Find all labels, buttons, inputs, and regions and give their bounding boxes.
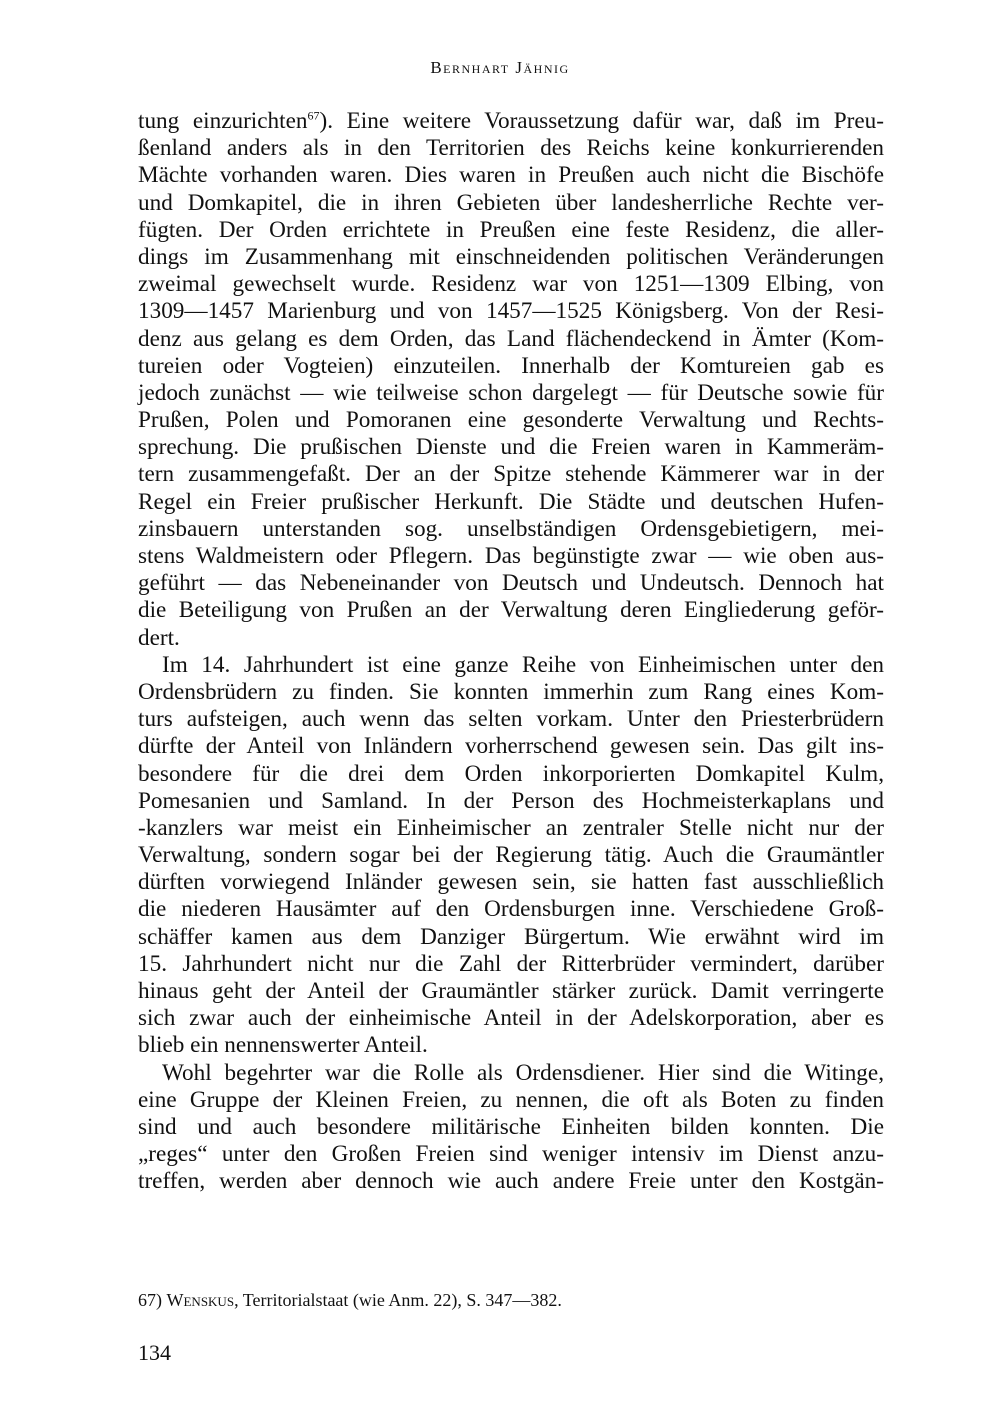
text-line: treffen, werden aber dennoch wie auch andere Freie unter den Kostgän- — [138, 1168, 884, 1195]
text-line: Ordensbrüdern zu finden. Sie konnten immerhin zum Rang eines Kom- — [138, 678, 884, 705]
footnote-reference: 67 — [307, 108, 320, 123]
text-line: fügten. Der Orden errichtete in Preußen eine feste Residenz, die aller- — [138, 216, 884, 243]
text-line: schäffer kamen aus dem Danziger Bürgertum. Wie erwähnt wird im — [138, 923, 884, 950]
paragraph — [138, 652, 884, 1060]
text-line: dert. — [138, 624, 180, 651]
text-line: und Domkapitel, die in ihren Gebieten über landesherrliche Rechte ver- — [138, 189, 884, 216]
text-line: sich zwar auch der einheimische Anteil in der Adelskorporation, aber es — [138, 1005, 884, 1032]
text-line: besondere für die drei dem Orden inkorporierten Domkapitel Kulm, — [138, 760, 884, 787]
footnote-marker: 67) — [138, 1290, 167, 1310]
text-line: dürften vorwiegend Inländer gewesen sein, sie hatten fast ausschließlich — [138, 869, 884, 896]
text-line: denz aus gelang es dem Orden, das Land flächendeckend in Ämter (Kom- — [138, 325, 884, 352]
body-text — [138, 108, 884, 1196]
text-line: die niederen Hausämter auf den Ordensburgen inne. Verschiedene Groß- — [138, 896, 884, 923]
text-line: „reges“ unter den Großen Freien sind weniger intensiv im Dienst anzu- — [138, 1141, 884, 1168]
text-line: tureien oder Vogteien) einzuteilen. Innerhalb der Komtureien gab es — [138, 352, 884, 379]
text-line: Im 14. Jahrhundert ist eine ganze Reihe von Einheimischen unter den — [162, 651, 884, 678]
text-line: die Beteiligung von Prußen an der Verwaltung deren Eingliederung geför- — [138, 597, 884, 624]
text-line: jedoch zunächst — wie teilweise schon dargelegt — für Deutsche sowie für — [138, 379, 884, 406]
text-line: Wohl begehrter war die Rolle als Ordensdiener. Hier sind die Witinge, — [162, 1059, 884, 1086]
text-line: tung einzurichten$^{67}$). Eine weitere Voraussetzung dafür war, daß im Preu- — [138, 108, 884, 134]
text-line: ßenland anders als in den Territorien des Reichs keine konkurrierenden — [138, 135, 884, 162]
text-line: Regel ein Freier prußischer Herkunft. Die Städte und deutschen Hufen- — [138, 488, 884, 515]
text-line: hinaus geht der Anteil der Graumäntler stärker zurück. Damit verringerte — [138, 978, 884, 1004]
page-number: 134 — [138, 1340, 171, 1365]
text-line: -kanzlers war meist ein Einheimischer an zentraler Stelle nicht nur der — [138, 814, 884, 841]
text-line: sprechung. Die prußischen Dienste und die Freien waren in Kammeräm- — [138, 434, 884, 461]
text-line: Pomesanien und Samland. In der Person des Hochmeisterkaplans und — [138, 787, 884, 814]
footnote-author: Wenskus — [166, 1290, 235, 1310]
text-line: zinsbauern unterstanden sog. unselbständigen Ordensgebietigern, mei- — [138, 515, 884, 542]
paragraph — [138, 108, 884, 652]
text-line: sind und auch besondere militärische Einheiten bilden konnten. Die — [138, 1113, 884, 1140]
text-line: dings im Zusammenhang mit einschneidenden politischen Veränderungen — [138, 243, 884, 270]
text-line: blieb ein nennenswerter Anteil. — [138, 1032, 428, 1059]
text-line: tern zusammengefaßt. Der an der Spitze stehende Kämmerer war in der — [138, 461, 884, 488]
text-line: Prußen, Polen und Pomoranen eine gesonderte Verwaltung und Rechts- — [138, 407, 884, 434]
text-line: Verwaltung, sondern sogar bei der Regierung tätig. Auch die Graumäntler — [138, 842, 884, 869]
running-head: Bernhart Jähnig — [430, 58, 570, 77]
text-line: dürfte der Anteil von Inländern vorherrschend gewesen sein. Das gilt ins- — [138, 733, 884, 760]
text-line: stens Waldmeistern oder Pflegern. Das begünstigte zwar — wie oben aus- — [138, 543, 884, 569]
text-line: Mächte vorhanden waren. Dies waren in Preußen auch nicht die Bischöfe — [138, 162, 884, 189]
footnote-text: , Territorialstaat (wie Anm. 22), S. 347—382. — [234, 1290, 562, 1310]
text-line: geführt — das Nebeneinander von Deutsch und Undeutsch. Dennoch hat — [138, 570, 884, 597]
text-line: eine Gruppe der Kleinen Freien, zu nennen, die oft als Boten zu finden — [138, 1086, 884, 1113]
text-line: 1309—1457 Marienburg und von 1457—1525 Königsberg. Von der Resi- — [138, 298, 884, 325]
paragraph — [138, 1060, 884, 1196]
text-line: 15. Jahrhundert nicht nur die Zahl der Ritterbrüder vermindert, darüber — [138, 950, 884, 977]
footnote — [138, 1290, 884, 1311]
text-line: zweimal gewechselt wurde. Residenz war von 1251—1309 Elbing, von — [138, 271, 884, 298]
text-line: turs aufsteigen, auch wenn das selten vorkam. Unter den Priesterbrüdern — [138, 706, 884, 733]
